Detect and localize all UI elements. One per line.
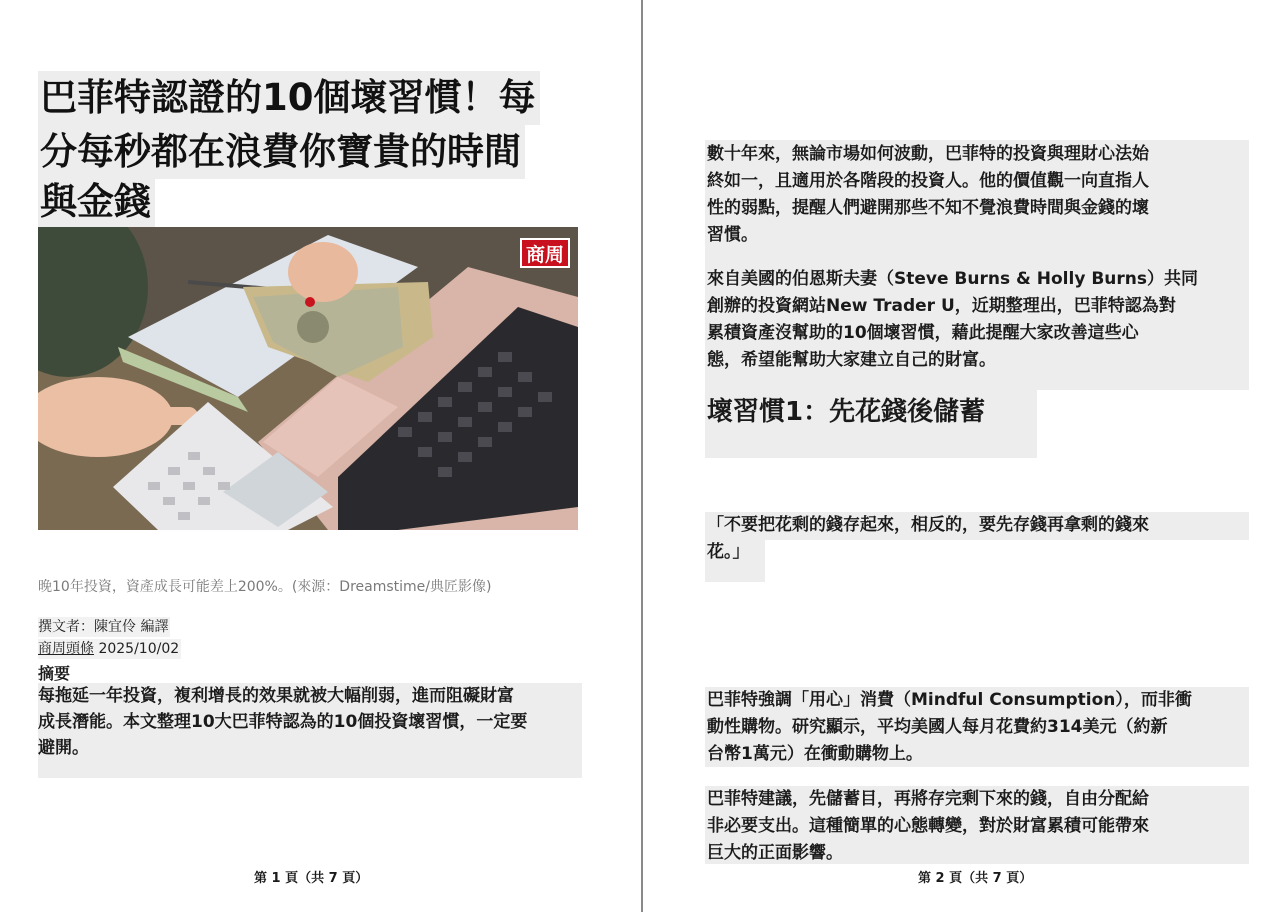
- author-line: 撰文者：陳宜伶 編譯: [38, 619, 169, 635]
- article-title-line-3: 與金錢: [38, 175, 155, 229]
- para4-line-2: 非必要支出。這種簡單的心態轉變，對於財富累積可能帶來: [707, 816, 1149, 836]
- page-footer-1: 第 1 頁（共 7 頁）: [254, 871, 369, 886]
- para2-line-3: 累積資產沒幫助的10個壞習慣，藉此提醒大家改善這些心: [707, 323, 1139, 343]
- article-hero-image: [38, 227, 578, 530]
- para1-line-2: 終如一，且適用於各階段的投資人。他的價值觀一向直指人: [707, 171, 1149, 191]
- para1-line-3: 性的弱點，提醒人們避開那些不知不覺浪費時間與金錢的壞: [707, 198, 1149, 218]
- para4-line-1: 巴菲特建議，先儲蓄目，再將存完剩下來的錢，自由分配給: [707, 789, 1149, 809]
- para4-line-3: 巨大的正面影響。: [707, 843, 843, 863]
- para2-line-2: 創辦的投資網站New Trader U，近期整理出，巴菲特認為對: [707, 296, 1176, 316]
- summary-line-1: 每拖延一年投資，複利增長的效果就被大幅削弱，進而阻礙財富: [38, 686, 514, 706]
- para3-line-2: 動性購物。研究顯示，平均美國人每月花費約314美元（約新: [707, 717, 1168, 737]
- para1-line-1: 數十年來，無論市場如何波動，巴菲特的投資與理財心法始: [707, 144, 1149, 164]
- publisher-logo: 商周: [520, 238, 570, 268]
- summary-heading: 摘要: [38, 664, 71, 683]
- para3-line-3: 台幣1萬元）在衝動購物上。: [707, 744, 923, 764]
- quote-line-2: 花。」: [707, 542, 750, 562]
- image-caption: 晚10年投資，資產成長可能差上200%。(來源：Dreamstime/典匠影像): [38, 579, 492, 595]
- money-calculator-laptop-icon: [38, 227, 578, 530]
- para3-line-1: 巴菲特強調「用心」消費（Mindful Consumption），而非衝: [707, 690, 1192, 710]
- summary-line-3: 避開。: [38, 738, 89, 758]
- para2-line-4: 態，希望能幫助大家建立自己的財富。: [707, 350, 996, 370]
- publish-date: 2025/10/02: [98, 641, 180, 657]
- source-link[interactable]: 商周頭條: [38, 641, 94, 657]
- article-title-line-2: 分每秒都在浪費你寶貴的時間: [38, 125, 525, 179]
- article-title-line-1: 巴菲特認證的10個壞習慣！每: [38, 71, 540, 125]
- summary-line-2: 成長潛能。本文整理10大巴菲特認為的10個投資壞習慣，一定要: [38, 712, 528, 732]
- page-footer-2: 第 2 頁（共 7 頁）: [918, 871, 1033, 886]
- para2-line-1: 來自美國的伯恩斯夫妻（Steve Burns & Holly Burns）共同: [707, 269, 1198, 289]
- para1-line-4: 習慣。: [707, 225, 758, 245]
- quote-line-1: 「不要把花剩的錢存起來，相反的，要先存錢再拿剩的錢來: [707, 515, 1149, 535]
- section-heading: 壞習慣1：先花錢後儲蓄: [707, 397, 986, 427]
- source-date-line: [38, 639, 181, 659]
